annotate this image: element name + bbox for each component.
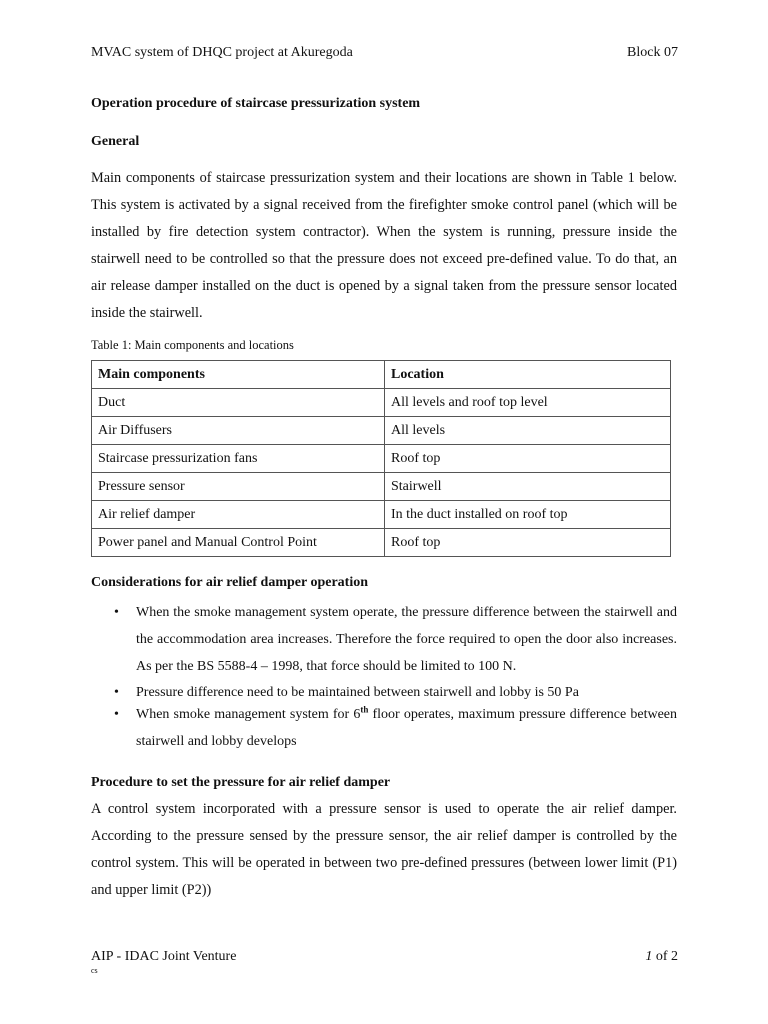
scanner-stamp: cs: [91, 966, 98, 975]
table-cell: Air Diffusers: [92, 417, 385, 445]
bullet-icon: •: [114, 685, 119, 700]
page-total: of 2: [652, 949, 678, 964]
general-heading: General: [91, 134, 140, 149]
table-cell: All levels: [385, 417, 671, 445]
table-row: [92, 473, 671, 501]
page-number: [645, 949, 678, 965]
table-row: [92, 389, 671, 417]
table-cell: Staircase pressurization fans: [92, 445, 385, 473]
footer-left: AIP - IDAC Joint Venture: [91, 949, 237, 964]
table-row: [92, 529, 671, 557]
table-header-cell: Location: [385, 361, 671, 389]
table-header-row: [92, 361, 671, 389]
list-item: [91, 682, 677, 703]
table-cell: Roof top: [385, 529, 671, 557]
bullet-text-part: When smoke management system for 6: [136, 707, 361, 722]
list-item: [91, 701, 677, 755]
bullet-text-part: floor operates, maximum pressure difference between stairwell and lobby develops: [136, 707, 677, 749]
table-header-cell: Main components: [92, 361, 385, 389]
table-row: [92, 501, 671, 529]
table-row: [92, 445, 671, 473]
table-cell: Roof top: [385, 445, 671, 473]
table-caption: Table 1: Main components and locations: [91, 338, 294, 352]
header-left: MVAC system of DHQC project at Akuregoda: [91, 45, 353, 60]
table-cell: Stairwell: [385, 473, 671, 501]
general-paragraph: Main components of staircase pressurization system and their locations are shown in Table 1 below. This system is activated by a signal received from the firefighter smoke control panel (which will be installed by fire detection system contractor). When the system is running, pressure inside the stairwell need to be controlled so that the pressure does not exceed pre-defined value. To do that, an air release damper installed on the duct is opened by a signal taken from the pressure sensor located inside the stairwell.: [91, 170, 677, 321]
table-cell: Pressure sensor: [92, 473, 385, 501]
considerations-heading: Considerations for air relief damper operation: [91, 575, 368, 590]
bullet-text: Pressure difference need to be maintained between stairwell and lobby is 50 Pa: [136, 685, 579, 700]
table-cell: Air relief damper: [92, 501, 385, 529]
procedure-paragraph: A control system incorporated with a pressure sensor is used to operate the air relief damper. According to the pressure sensed by the pressure sensor, the air relief damper is controlled by the control system. This will be operated in between two pre-defined pressures (between lower limit (P1) and upper limit (P2)): [91, 801, 677, 898]
table-row: [92, 417, 671, 445]
page-footer: [91, 949, 678, 965]
ordinal-superscript: th: [360, 704, 369, 715]
considerations-list: [91, 599, 677, 755]
components-table: [91, 360, 671, 557]
document-title: Operation procedure of staircase pressurization system: [91, 96, 421, 111]
table-cell: Power panel and Manual Control Point: [92, 529, 385, 557]
bullet-text: When the smoke management system operate, the pressure difference between the stairwell and the accommodation area increases. Therefore the force required to open the door also increases. As per the BS 5588-4 – 1998, that force should be limited to 100 N.: [136, 605, 677, 674]
list-item: [91, 599, 677, 680]
document-body: [91, 96, 677, 904]
bullet-icon: •: [114, 707, 119, 722]
page-header: [91, 45, 678, 61]
table-cell: In the duct installed on roof top: [385, 501, 671, 529]
bullet-icon: •: [114, 605, 119, 620]
table-cell: Duct: [92, 389, 385, 417]
table-cell: All levels and roof top level: [385, 389, 671, 417]
current-page: 1: [645, 949, 653, 964]
header-right: Block 07: [627, 45, 678, 60]
procedure-heading: Procedure to set the pressure for air relief damper: [91, 775, 391, 790]
